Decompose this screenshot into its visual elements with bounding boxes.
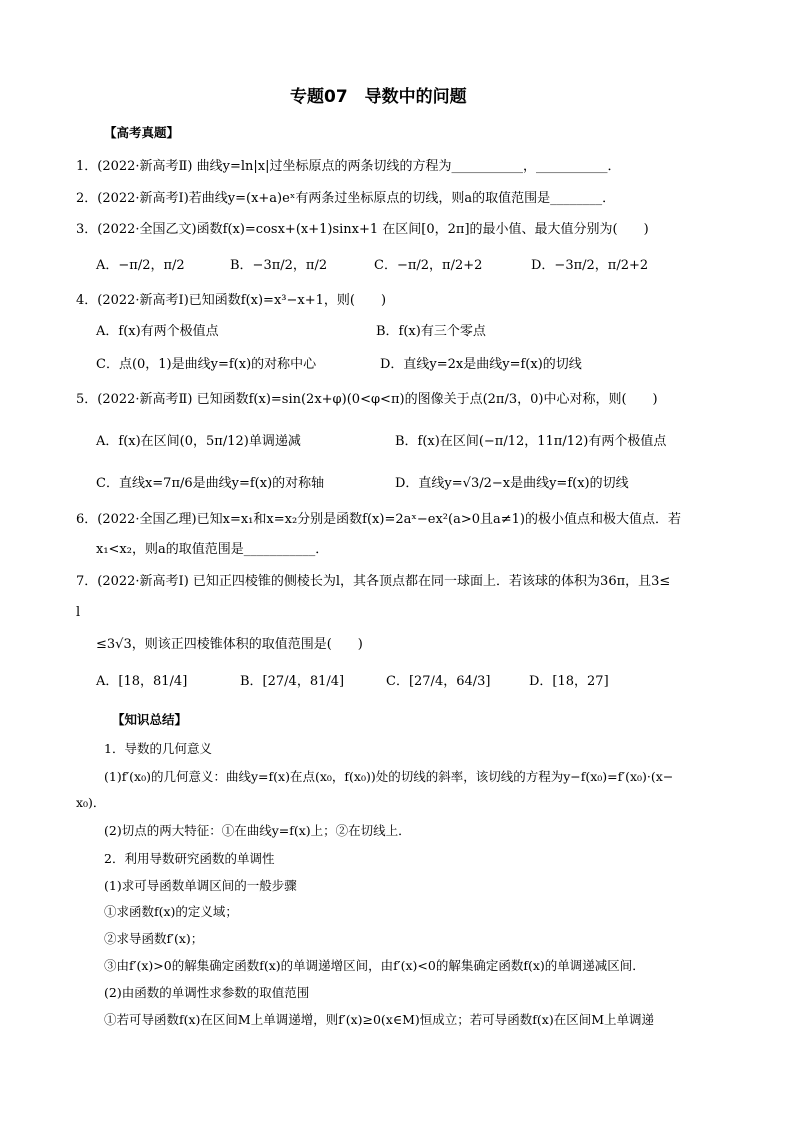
question-7-line-3: ≤3√3，则该正四棱锥体积的取值范围是( ) [96,637,363,652]
knowledge-item-2a: (1)求可导函数单调区间的一般步骤 [104,878,297,893]
question-5-option-a: A．f(x)在区间(0，5π/12)单调递减 [96,434,301,449]
question-7-line-2: l [76,605,81,620]
question-4-option-c: C．点(0，1)是曲线y=f(x)的对称中心 [96,357,317,372]
section-heading-exam-questions: 【高考真题】 [104,125,180,140]
section-heading-knowledge-summary: 【知识总结】 [112,712,188,727]
question-3-option-b: B．−3π/2，π/2 [230,258,328,273]
question-4-option-a: A．f(x)有两个极值点 [96,324,219,339]
question-4-option-d: D．直线y=2x是曲线y=f(x)的切线 [380,357,582,372]
question-3: 3．(2022·全国乙文)函数f(x)=cosx+(x+1)sinx+1 在区间[0，2π]的最小值、最大值分别为( ) [76,222,649,237]
question-7-line-1: 7．(2022·新高考Ⅰ) 已知正四棱锥的侧棱长为l，其各顶点都在同一球面上．若该球的体积为36π，且3≤ [76,574,671,589]
knowledge-item-2a-step-3: ③由f′(x)>0的解集确定函数f(x)的单调递增区间，由f′(x)<0的解集确定函数f(x)的单调递减区间． [104,958,645,973]
knowledge-item-1a-line-2: x₀)． [76,795,106,810]
page-title: 专题07 导数中的问题 [290,87,467,107]
knowledge-item-1b: (2)切点的两大特征：①在曲线y=f(x)上；②在切线上． [104,823,411,838]
knowledge-item-1a-line-1: (1)f′(x₀)的几何意义：曲线y=f(x)在点(x₀，f(x₀))处的切线的斜率，该切线的方程为y−f(x₀)=f′(x₀)·(x− [104,769,674,784]
question-3-option-a: A．−π/2，π/2 [96,258,185,273]
knowledge-item-2a-step-2: ②求导函数f′(x)； [104,931,204,946]
question-2: 2．(2022·新高考Ⅰ)若曲线y=(x+a)eˣ有两条过坐标原点的切线，则a的取值范围是________． [76,191,616,206]
knowledge-item-2b-1: ①若可导函数f(x)在区间M上单调递增，则f′(x)≥0(x∈M)恒成立；若可导函数f(x)在区间M上单调递 [104,1012,655,1027]
question-3-option-d: D．−3π/2，π/2+2 [531,258,649,273]
knowledge-item-2-heading: 2．利用导数研究函数的单调性 [104,851,275,866]
knowledge-item-1-heading: 1．导数的几何意义 [104,741,212,756]
knowledge-item-2a-step-1: ①求函数f(x)的定义域； [104,904,238,919]
question-7-option-d: D．[18，27] [529,674,609,689]
question-1: 1．(2022·新高考Ⅱ) 曲线y=ln|x|过坐标原点的两条切线的方程为___________，___________． [76,159,621,174]
question-3-option-c: C．−π/2，π/2+2 [374,258,483,273]
question-4-option-b: B．f(x)有三个零点 [376,324,486,339]
question-6-line-1: 6．(2022·全国乙理)已知x=x₁和x=x₂分别是函数f(x)=2aˣ−ex²(a>0且a≠1)的极小值点和极大值点．若 [76,512,681,527]
question-7-option-b: B．[27/4，81/4] [240,674,345,689]
question-4: 4．(2022·新高考Ⅰ)已知函数f(x)=x³−x+1，则( ) [76,293,387,308]
question-7-option-c: C．[27/4，64/3] [386,674,491,689]
question-5: 5．(2022·新高考Ⅱ) 已知函数f(x)=sin(2x+φ)(0<φ<π)的图像关于点(2π/3，0)中心对称，则( ) [76,392,658,407]
question-5-option-b: B．f(x)在区间(−π/12，11π/12)有两个极值点 [395,434,667,449]
question-6-line-2: x₁<x₂，则a的取值范围是___________． [96,542,329,557]
question-5-option-d: D．直线y=√3/2−x是曲线y=f(x)的切线 [395,476,629,491]
knowledge-item-2b: (2)由函数的单调性求参数的取值范围 [104,985,310,1000]
question-5-option-c: C．直线x=7π/6是曲线y=f(x)的对称轴 [96,476,325,491]
question-7-option-a: A．[18，81/4] [96,674,188,689]
